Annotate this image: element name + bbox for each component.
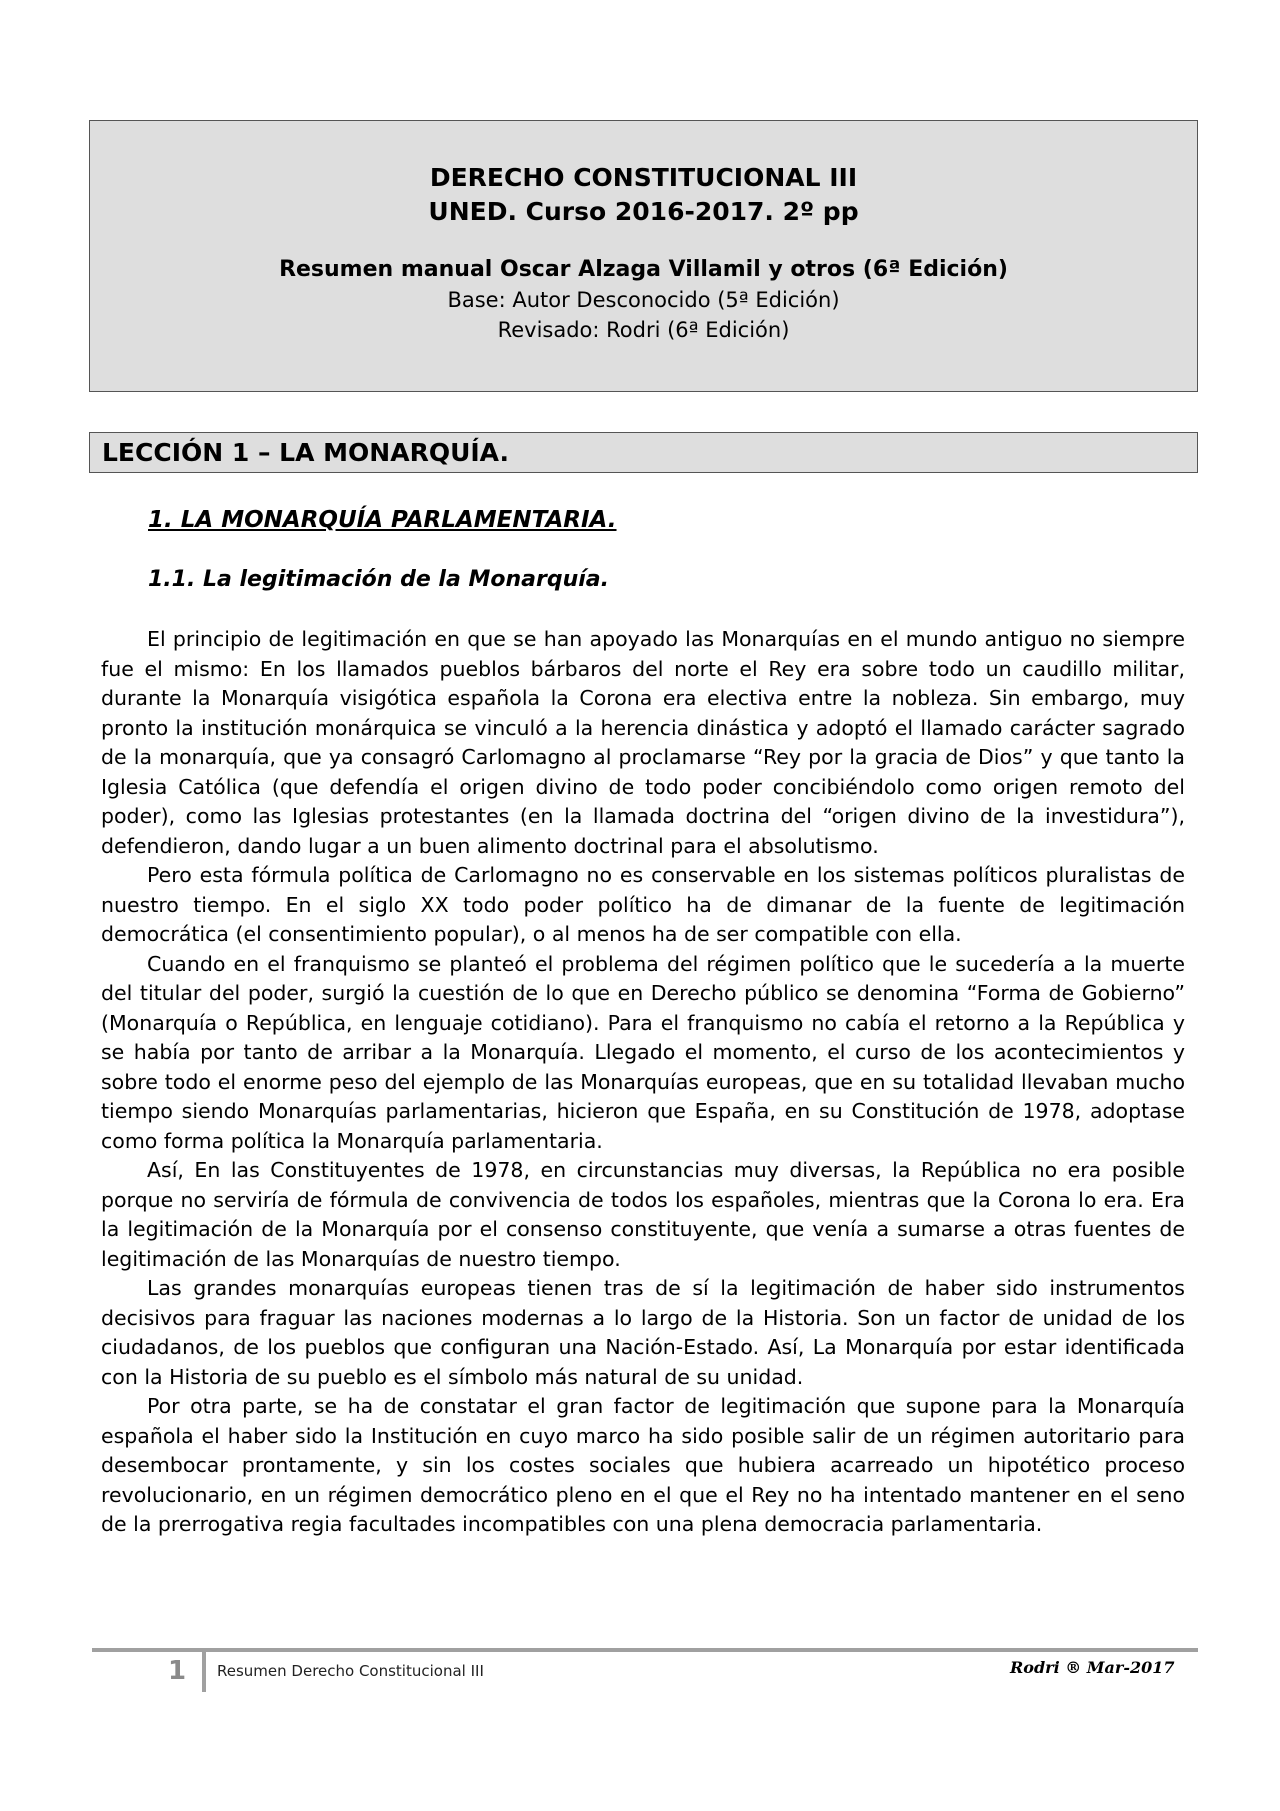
footer-rule [92, 1648, 1198, 1652]
paragraph: Las grandes monarquías europeas tienen tras de sí la legitimación de haber sido instrumentos decisivos para fraguar las naciones modernas a lo largo de la Historia. Son un factor de unidad de los ciudadanos, de los pueblos que configuran una Nación-Estado. Así, La Monarquía por estar identificada con la Historia de su pueblo es el símbolo más natural de su unidad. [101, 1276, 1185, 1389]
document-title: DERECHO CONSTITUCIONAL III UNED. Curso 2016-2017. 2º pp [90, 161, 1197, 229]
footer-title: Resumen Derecho Constitucional III [217, 1662, 484, 1680]
footer-divider [202, 1652, 206, 1692]
paragraph: Cuando en el franquismo se planteó el problema del régimen político que le sucedería a la muerte del titular del poder, surgió la cuestión de lo que en Derecho público se denomina “Forma de Gobierno” (Monarquía o República, en lenguaje cotidiano). Para el franquismo no cabía el retorno a la República y se había por tanto de arribar a la Monarquía. Llegado el momento, el curso de los acontecimientos y sobre todo el enorme peso del ejemplo de las Monarquías europeas, que en su totalidad llevaban mucho tiempo siendo Monarquías parlamentarias, hicieron que España, en su Constitución de 1978, adoptase como forma política la Monarquía parlamentaria. [101, 951, 1185, 1153]
summary-line: Resumen manual Oscar Alzaga Villamil y otros (6ª Edición) [279, 257, 1008, 282]
footer-signature: Rodri ® Mar-2017 [1010, 1658, 1175, 1677]
subsection-heading: 1.1. La legitimación de la Monarquía. [148, 567, 610, 592]
course-line: UNED. Curso 2016-2017. 2º pp [428, 197, 859, 226]
paragraph: Así, En las Constituyentes de 1978, en circunstancias muy diversas, la República no era posible porque no serviría de fórmula de convivencia de todos los españoles, mientras que la Corona lo era. Era la legitimación de la Monarquía por el consenso constituyente, que venía a sumarse a otras fuentes de legitimación de las Monarquías de nuestro tiempo. [101, 1158, 1185, 1271]
section-heading: 1. LA MONARQUÍA PARLAMENTARIA. [148, 507, 617, 533]
revised-line: Revisado: Rodri (6ª Edición) [497, 318, 790, 342]
paragraph: El principio de legitimación en que se han apoyado las Monarquías en el mundo antiguo no siempre fue el mismo: En los llamados pueblos bárbaros del norte el Rey era sobre todo un caudillo militar, durante la Monarquía visigótica española la Corona era electiva entre la nobleza. Sin embargo, muy pronto la institución monárquica se vinculó a la herencia dinástica y adoptó el llamado carácter sagrado de la monarquía, que ya consagró Carlomagno al proclamarse “Rey por la gracia de Dios” y que tanto la Iglesia Católica (que defendía el origen divino de todo poder concibiéndolo como origen remoto del poder), como las Iglesias protestantes (en la llamada doctrina del “origen divino de la investidura”), defendieron, dando lugar a un buen alimento doctrinal para el absolutismo. [101, 627, 1185, 858]
page-number: 1 [168, 1656, 187, 1686]
base-line: Base: Autor Desconocido (5ª Edición) [447, 288, 840, 312]
lesson-heading: LECCIÓN 1 – LA MONARQUÍA. [89, 432, 1198, 473]
title-box [89, 120, 1198, 392]
paragraph: Por otra parte, se ha de constatar el gran factor de legitimación que supone para la Monarquía española el haber sido la Institución en cuyo marco ha sido posible salir de un régimen autoritario para desembocar prontamente, y sin los costes sociales que hubiera acarreado un hipotético proceso revolucionario, en un régimen democrático pleno en el que el Rey no ha intentado mantener en el seno de la prerrogativa regia facultades incompatibles con una plena democracia parlamentaria. [101, 1394, 1185, 1536]
body-text [101, 625, 1185, 1540]
paragraph: Pero esta fórmula política de Carlomagno no es conservable en los sistemas políticos pluralistas de nuestro tiempo. En el siglo XX todo poder político ha de dimanar de la fuente de legitimación democrática (el consentimiento popular), o al menos ha de ser compatible con ella. [101, 863, 1185, 946]
